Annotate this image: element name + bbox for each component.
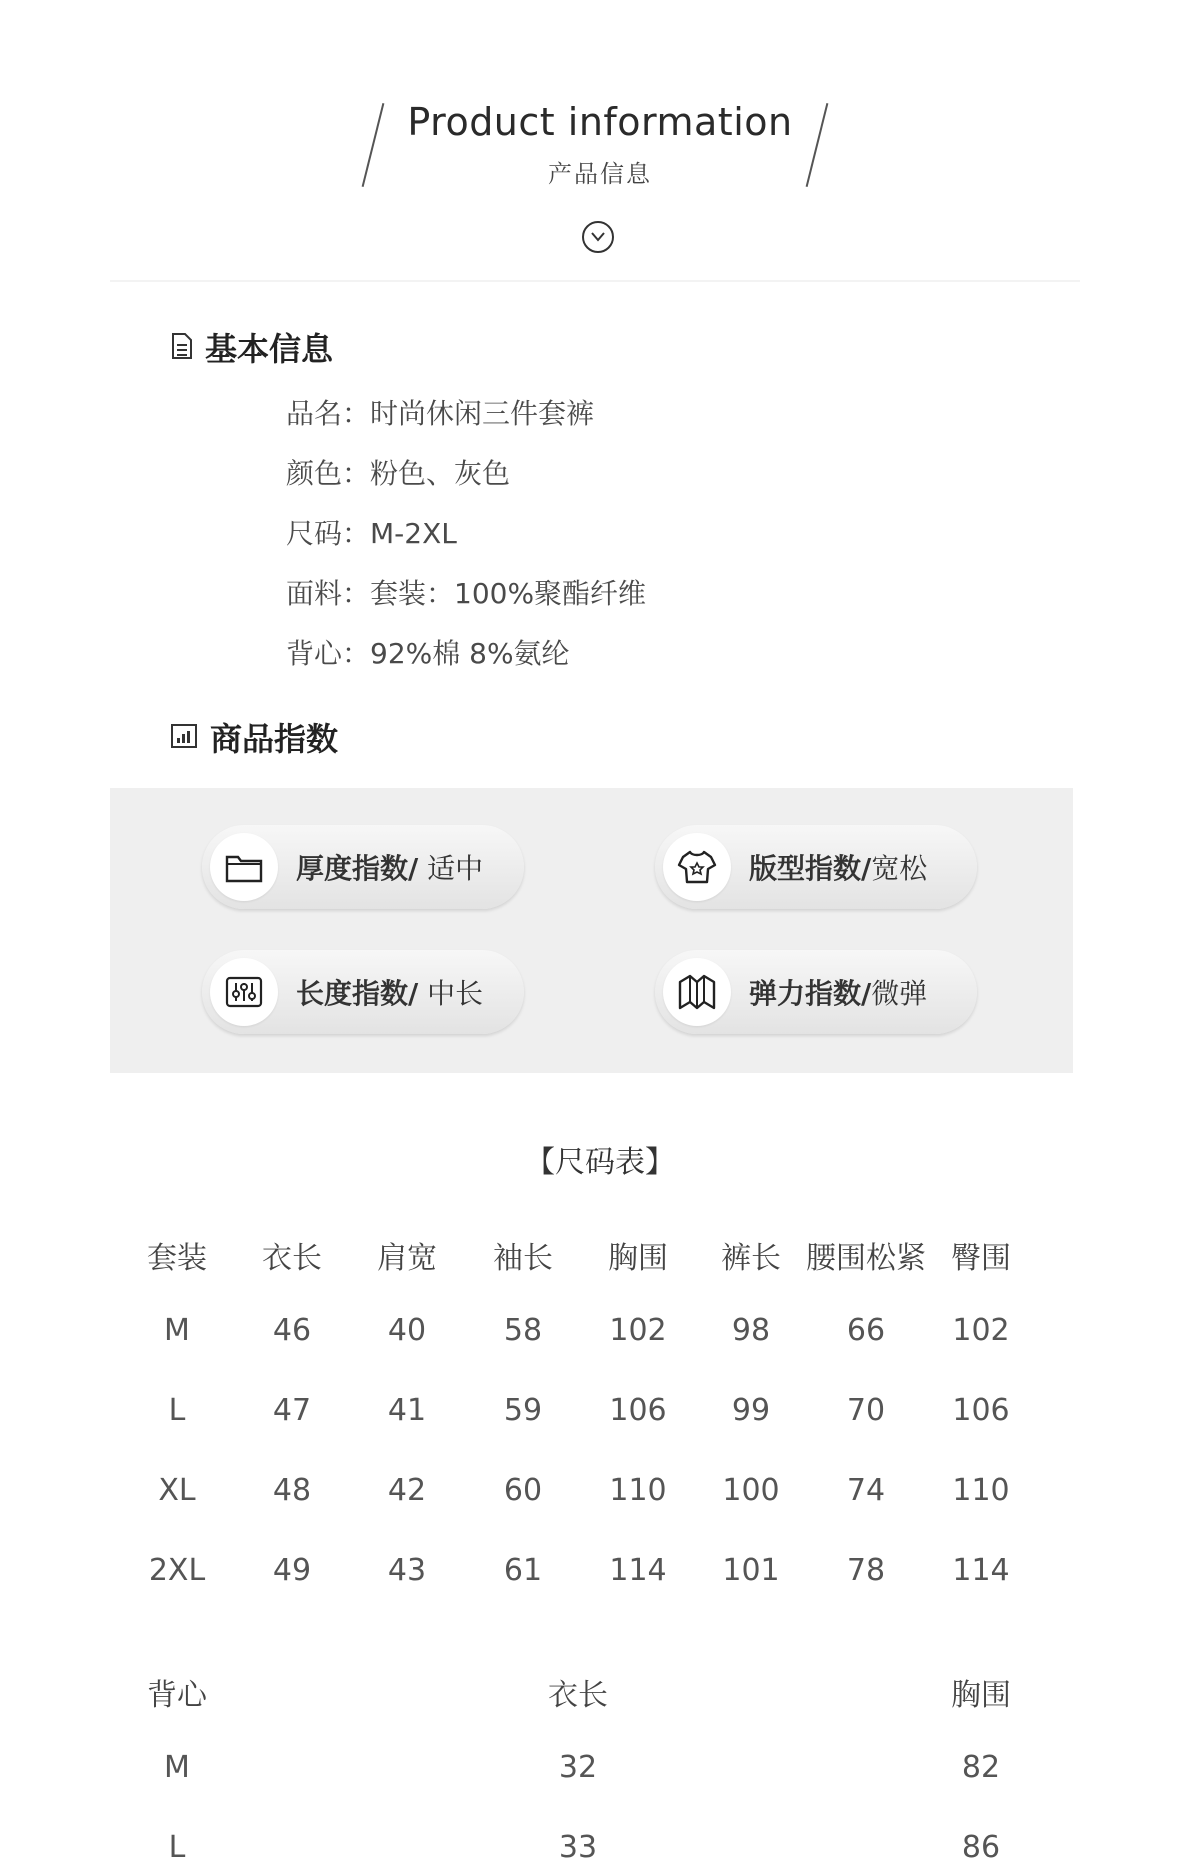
size-table-cell: 110 <box>609 1473 667 1508</box>
size-table-cell: 98 <box>731 1313 771 1348</box>
size-table-cell: 114 <box>952 1553 1010 1588</box>
page-title: Product information <box>407 100 793 144</box>
length-label: 长度指数/ <box>296 977 419 1010</box>
pill-icon-wrap <box>663 958 731 1026</box>
vest-table-cell: 32 <box>558 1750 598 1785</box>
elasticity-index-pill <box>655 950 977 1034</box>
size-table-cell: 78 <box>846 1553 886 1588</box>
map-fold-icon <box>677 972 717 1012</box>
size-table-cell: 106 <box>609 1393 667 1428</box>
pill-icon-wrap <box>663 833 731 901</box>
info-product-name: 品名：时尚休闲三件套裤 <box>286 397 595 430</box>
size-table-header-cell: 肩宽 <box>377 1241 437 1276</box>
header-divider <box>110 280 1080 282</box>
indices-heading: 商品指数 <box>210 720 339 758</box>
size-table-cell: 114 <box>609 1553 667 1588</box>
size-table-cell: 46 <box>272 1313 312 1348</box>
fit-index-pill <box>655 825 977 909</box>
pill-icon-wrap <box>210 833 278 901</box>
size-table-cell: 102 <box>609 1313 667 1348</box>
size-table-title: 【尺码表】 <box>525 1145 675 1180</box>
size-table-header-cell: 衣长 <box>262 1241 322 1276</box>
size-table-cell: 102 <box>952 1313 1010 1348</box>
size-table-cell: 42 <box>387 1473 427 1508</box>
length-index-pill <box>202 950 524 1034</box>
elasticity-value: 微弹 <box>871 977 928 1010</box>
size-table-cell: 41 <box>387 1393 427 1428</box>
pill-icon-wrap <box>210 958 278 1026</box>
size-table-cell: 100 <box>722 1473 780 1508</box>
size-table-cell: 48 <box>272 1473 312 1508</box>
size-table-header-cell: 裤长 <box>721 1241 781 1276</box>
document-icon <box>171 332 193 360</box>
info-size: 尺码：M-2XL <box>286 517 457 550</box>
length-value: 中长 <box>418 977 484 1010</box>
size-table-cell: 49 <box>272 1553 312 1588</box>
vest-table-header-cell: 胸围 <box>951 1678 1011 1713</box>
vest-table-cell: 33 <box>558 1830 598 1865</box>
info-color: 颜色：粉色、灰色 <box>286 457 511 490</box>
sliders-icon <box>224 972 264 1012</box>
info-vest-fabric: 背心：92%棉 8%氨纶 <box>286 637 570 670</box>
size-table-cell: 99 <box>731 1393 771 1428</box>
tshirt-icon <box>677 847 717 887</box>
vest-table-cell: M <box>164 1750 190 1785</box>
basic-info-heading: 基本信息 <box>205 330 334 368</box>
folder-icon <box>224 847 264 887</box>
size-table-cell: 43 <box>387 1553 427 1588</box>
size-table-cell: 40 <box>387 1313 427 1348</box>
thickness-index-pill <box>202 825 524 909</box>
size-table-cell: 60 <box>503 1473 543 1508</box>
size-table-header-cell: 腰围松紧 <box>806 1241 926 1276</box>
thickness-value: 适中 <box>418 852 484 885</box>
elasticity-label: 弹力指数/ <box>749 977 872 1010</box>
size-table-header-cell: 臀围 <box>951 1241 1011 1276</box>
size-table-cell: 59 <box>503 1393 543 1428</box>
size-table-cell: 66 <box>846 1313 886 1348</box>
size-table-cell: XL <box>158 1473 196 1508</box>
size-table-cell: 106 <box>952 1393 1010 1428</box>
size-table-cell: 110 <box>952 1473 1010 1508</box>
size-table-header-cell: 胸围 <box>608 1241 668 1276</box>
size-table-cell: 47 <box>272 1393 312 1428</box>
vest-table-cell: L <box>168 1830 186 1865</box>
size-table-cell: 101 <box>722 1553 780 1588</box>
indices-panel <box>110 788 1073 1073</box>
size-table-cell: 2XL <box>148 1553 206 1588</box>
vest-table-cell: 86 <box>961 1830 1001 1865</box>
vest-table-header-cell: 衣长 <box>548 1678 608 1713</box>
vest-table-header-cell: 背心 <box>147 1678 207 1713</box>
size-table-cell: L <box>168 1393 186 1428</box>
vest-table-cell: 82 <box>961 1750 1001 1785</box>
size-table-cell: 74 <box>846 1473 886 1508</box>
chevron-down-icon <box>582 221 614 253</box>
size-table-cell: 70 <box>846 1393 886 1428</box>
size-table-header-cell: 套装 <box>147 1241 207 1276</box>
fit-label: 版型指数/ <box>749 852 872 885</box>
size-table-header-cell: 袖长 <box>493 1241 553 1276</box>
page-subtitle: 产品信息 <box>548 160 652 188</box>
size-table-cell: M <box>164 1313 190 1348</box>
bar-chart-icon <box>170 723 198 749</box>
fit-value: 宽松 <box>871 852 928 885</box>
size-table-cell: 61 <box>503 1553 543 1588</box>
size-table-cell: 58 <box>503 1313 543 1348</box>
info-fabric: 面料：套装：100%聚酯纤维 <box>286 577 647 610</box>
thickness-label: 厚度指数/ <box>296 852 419 885</box>
